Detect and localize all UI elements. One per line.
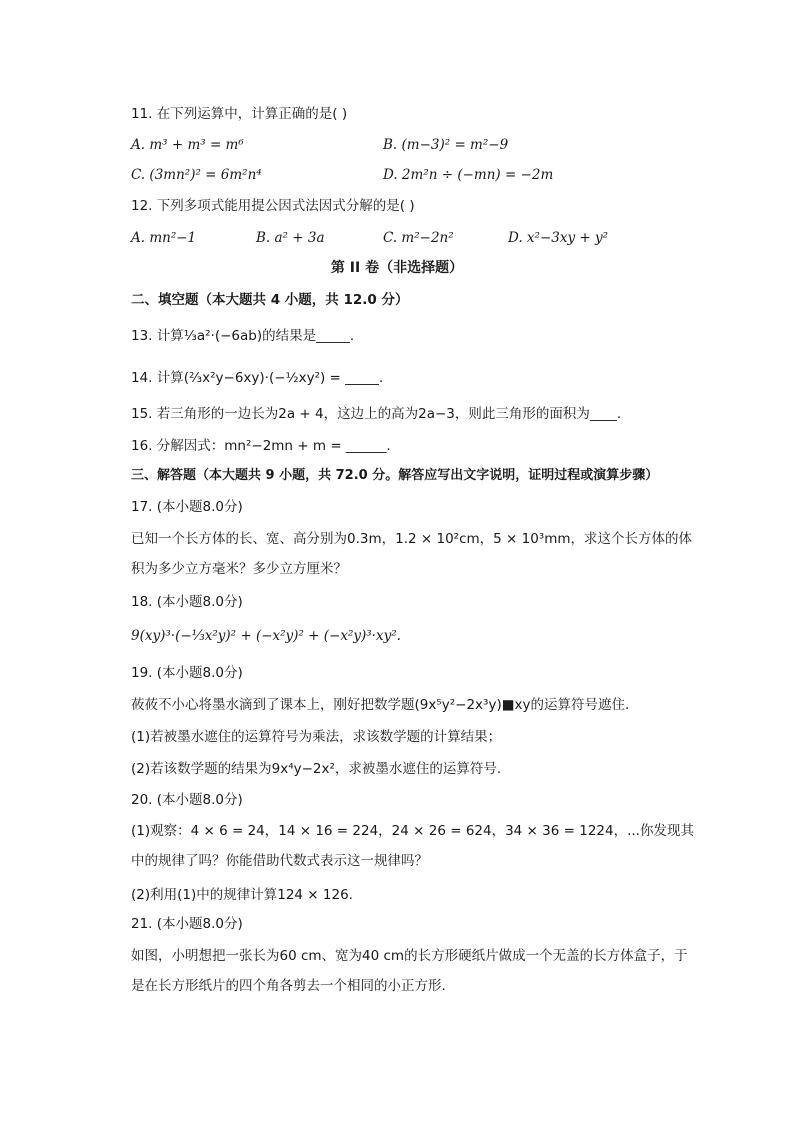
q15: 15. 若三角形的一边长为2a + 4，这边上的高为2a−3，则此三角形的面积为____. [131, 406, 622, 422]
q11-option-b: B. (m−3)² = m²−9 [383, 137, 509, 153]
q20-heading: 20. (本小题8.0分) [131, 792, 243, 808]
q12-option-c: C. m²−2n² [383, 230, 454, 246]
q11-option-d: D. 2m²n ÷ (−mn) = −2m [383, 167, 554, 183]
q20-body: (1)观察：4 × 6 = 24，14 × 16 = 224，24 × 26 = 624，34 × 36 = 1224，...你发现其中的规律了吗？你能借助代数式表示这一规律吗？ [131, 823, 694, 869]
section3-heading: 三、解答题（本大题共 9 小题，共 72.0 分。解答应写出文字说明，证明过程或演算步骤） [131, 468, 659, 483]
part2-title: 第 II 卷（非选择题） [330, 260, 464, 276]
q16: 16. 分解因式：mn²−2mn + m = ______. [131, 438, 391, 454]
q18-heading: 18. (本小题8.0分) [131, 594, 243, 610]
q18-body: 9(xy)³·(−⅓x²y)² + (−x²y)² + (−x²y)³·xy². [131, 628, 401, 644]
q17-heading: 17. (本小题8.0分) [131, 499, 243, 515]
q12-option-b: B. a² + 3a [256, 230, 325, 246]
q11-stem: 11. 在下列运算中，计算正确的是( ) [131, 106, 348, 122]
section2-heading: 二、填空题（本大题共 4 小题，共 12.0 分） [131, 292, 409, 308]
q12-option-a: A. mn²−1 [131, 230, 197, 246]
q21-heading: 21. (本小题8.0分) [131, 916, 243, 932]
q12-stem: 12. 下列多项式能用提公因式法因式分解的是( ) [131, 198, 415, 214]
q19-heading: 19. (本小题8.0分) [131, 665, 243, 681]
q17-body: 已知一个长方体的长、宽、高分别为0.3m，1.2 × 10²cm，5 × 10³mm，求这个长方体的体积为多少立方毫米？多少立方厘米？ [131, 531, 693, 577]
q13: 13. 计算⅓a²·(−6ab)的结果是_____. [131, 328, 355, 344]
q11-option-c: C. (3mn²)² = 6m²n⁴ [131, 167, 262, 183]
q12-option-d: D. x²−3xy + y² [508, 230, 609, 246]
q11-option-a: A. m³ + m³ = m⁶ [131, 137, 244, 153]
q19-part1: (1)若被墨水遮住的运算符号为乘法，求该数学题的计算结果； [131, 729, 502, 745]
q19-body: 莜莜不小心将墨水滴到了课本上，刚好把数学题(9x⁵y²−2x³y)■xy的运算符号遮住. [131, 697, 630, 713]
q20-part2: (2)利用(1)中的规律计算124 × 126. [131, 887, 353, 903]
q19-part2: (2)若该数学题的结果为9x⁴y−2x²，求被墨水遮住的运算符号. [131, 761, 502, 777]
q21-body: 如图，小明想把一张长为60 cm、宽为40 cm的长方形硬纸片做成一个无盖的长方体盒子，于是在长方形纸片的四个角各剪去一个相同的小正方形. [131, 948, 688, 994]
q14: 14. 计算(⅔x²y−6xy)·(−½xy²) = _____. [131, 370, 384, 386]
